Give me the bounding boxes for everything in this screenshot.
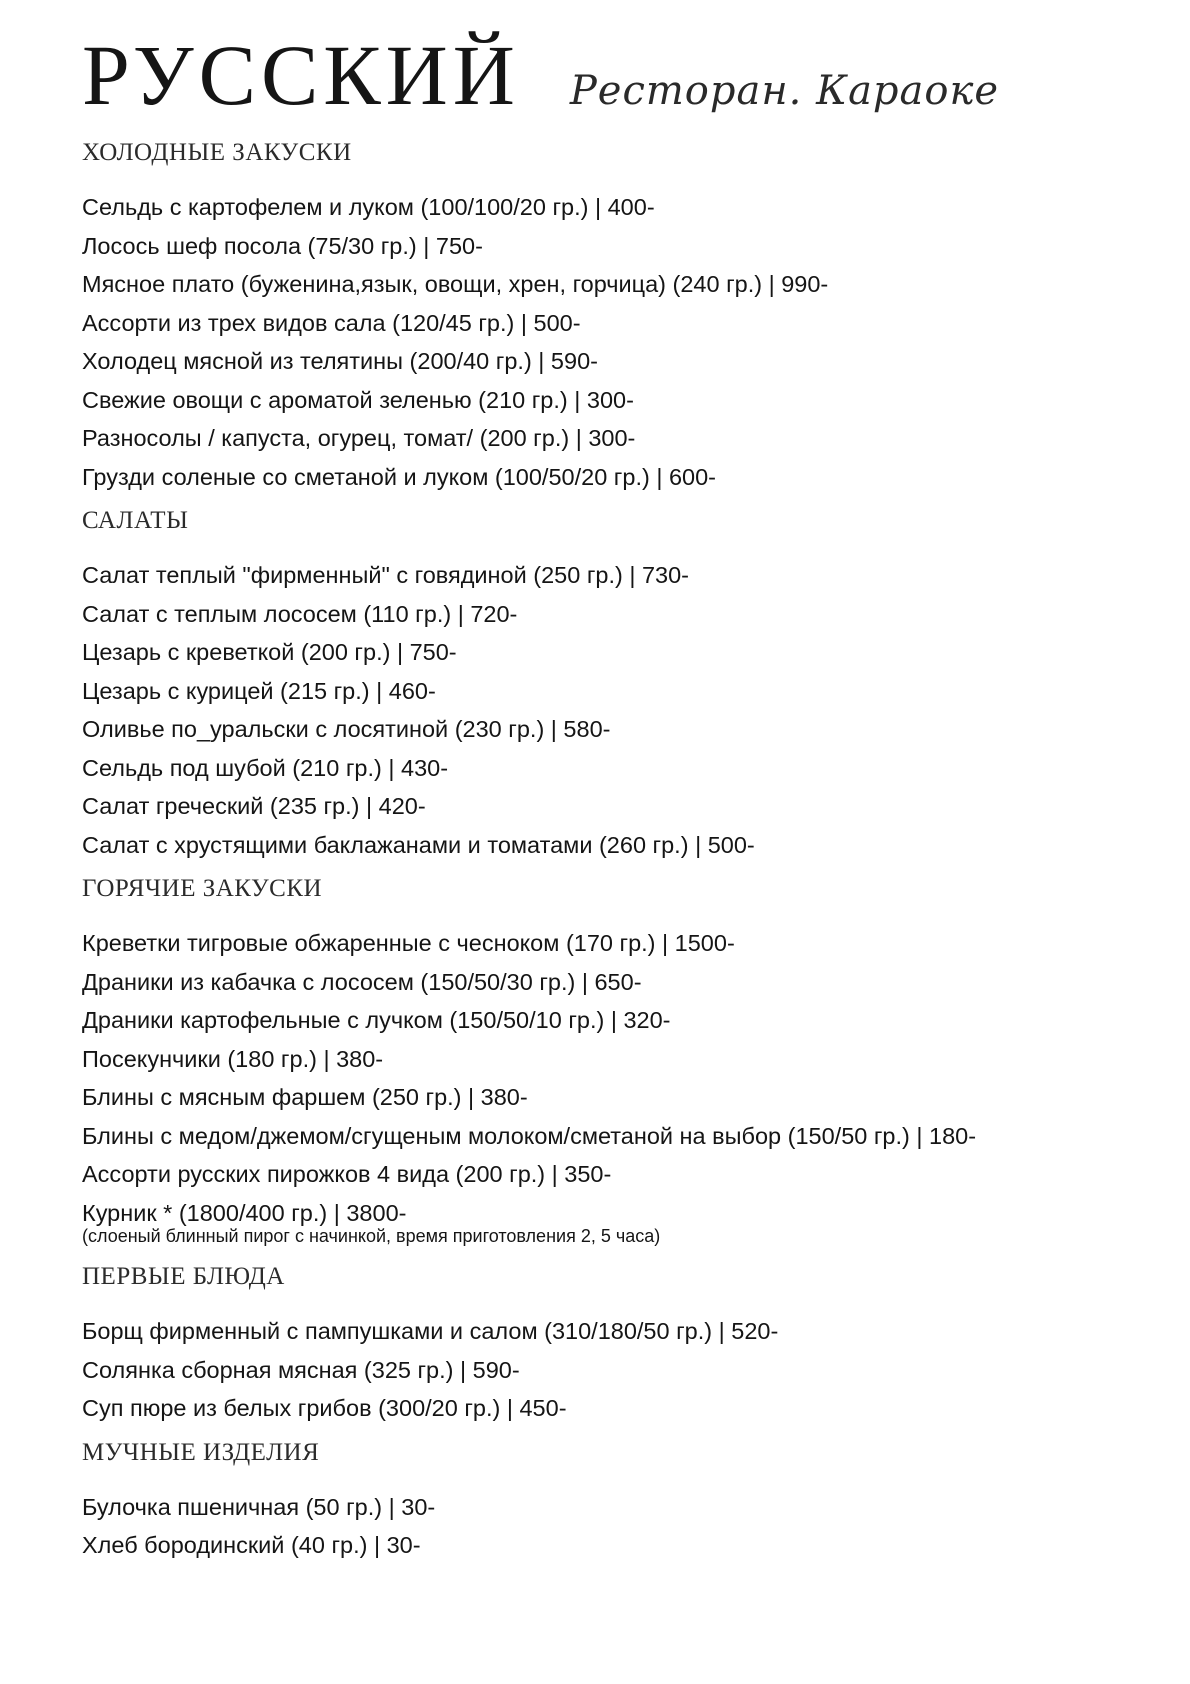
menu-item: Посекунчики (180 гр.) | 380- [82, 1045, 384, 1072]
menu-item: Булочка пшеничная (50 гр.) | 30- [82, 1493, 436, 1520]
menu-item: Драники картофельные с лучком (150/50/10 гр.) | 320- [82, 1007, 671, 1033]
menu-item: Свежие овощи с ароматой зеленью (210 гр.) | 300- [82, 386, 634, 413]
section-title: ХОЛОДНЫЕ ЗАКУСКИ [82, 139, 352, 166]
menu-item: Блины с медом/джемом/сгущеным молоком/сметаной на выбор (150/50 гр.) | 180- [82, 1122, 977, 1149]
menu-item: Салат греческий (235 гр.) | 420- [82, 793, 426, 819]
menu-item: Мясное плато (буженина,язык, овощи, хрен, горчица) (240 гр.) | 990- [82, 271, 829, 297]
menu-item: Солянка сборная мясная (325 гр.) | 590- [82, 1356, 520, 1383]
menu-item: Суп пюре из белых грибов (300/20 гр.) | 450- [82, 1395, 567, 1421]
menu-item: Ассорти русских пирожков 4 вида (200 гр.) | 350- [82, 1161, 612, 1187]
menu-item: Блины с мясным фаршем (250 гр.) | 380- [82, 1084, 528, 1110]
menu-item: Лосось шеф посола (75/30 гр.) | 750- [82, 232, 483, 259]
menu-item: Курник * (1800/400 гр.) | 3800- [82, 1199, 407, 1226]
menu-item: Салат с теплым лососем (110 гр.) | 720- [82, 600, 518, 627]
menu-item: Хлеб бородинский (40 гр.) | 30- [82, 1532, 421, 1558]
menu-item: Разносолы / капуста, огурец, томат/ (200 гр.) | 300- [82, 425, 636, 451]
menu-section [82, 1438, 1162, 1565]
restaurant-tagline: Ресторан. Караоке [569, 68, 1000, 114]
section-title: ПЕРВЫЕ БЛЮДА [82, 1263, 285, 1290]
menu-item: Сельдь с картофелем и луком (100/100/20 гр.) | 400- [82, 194, 655, 220]
menu-section [82, 138, 1162, 496]
menu-item: Цезарь с курицей (215 гр.) | 460- [82, 677, 436, 704]
menu-section [82, 874, 1162, 1252]
menu-item: Креветки тигровые обжаренные с чесноком (170 гр.) | 1500- [82, 930, 735, 956]
menu-sections [82, 138, 1162, 1575]
menu-item: Салат теплый "фирменный" с говядиной (250 гр.) | 730- [82, 562, 690, 588]
section-title: МУЧНЫЕ ИЗДЕЛИЯ [82, 1438, 320, 1466]
menu-item: Оливье по_уральски с лосятиной (230 гр.) | 580- [82, 716, 611, 742]
section-title: ГОРЯЧИЕ ЗАКУСКИ [82, 875, 323, 902]
section-title: САЛАТЫ [82, 507, 189, 534]
menu-item: Борщ фирменный с пампушками и салом (310/180/50 гр.) | 520- [82, 1318, 779, 1344]
menu-item: Цезарь с креветкой (200 гр.) | 750- [82, 639, 457, 665]
menu-item: Холодец мясной из телятины (200/40 гр.) | 590- [82, 348, 598, 374]
menu-item: Грузди соленые со сметаной и луком (100/50/20 гр.) | 600- [82, 463, 716, 490]
restaurant-name: РУССКИЙ [82, 27, 520, 123]
menu-header [82, 27, 1000, 123]
menu-item: Драники из кабачка с лососем (150/50/30 гр.) | 650- [82, 968, 642, 995]
menu-section [82, 506, 1162, 864]
menu-item: Ассорти из трех видов сала (120/45 гр.) | 500- [82, 309, 581, 336]
menu-item-note: (слоеный блинный пирог с начинкой, время приготовления 2, 5 часа) [82, 1226, 661, 1246]
menu-section [82, 1262, 1162, 1428]
menu-item: Салат с хрустящими баклажанами и томатами (260 гр.) | 500- [82, 831, 755, 858]
menu-item: Сельдь под шубой (210 гр.) | 430- [82, 754, 449, 781]
